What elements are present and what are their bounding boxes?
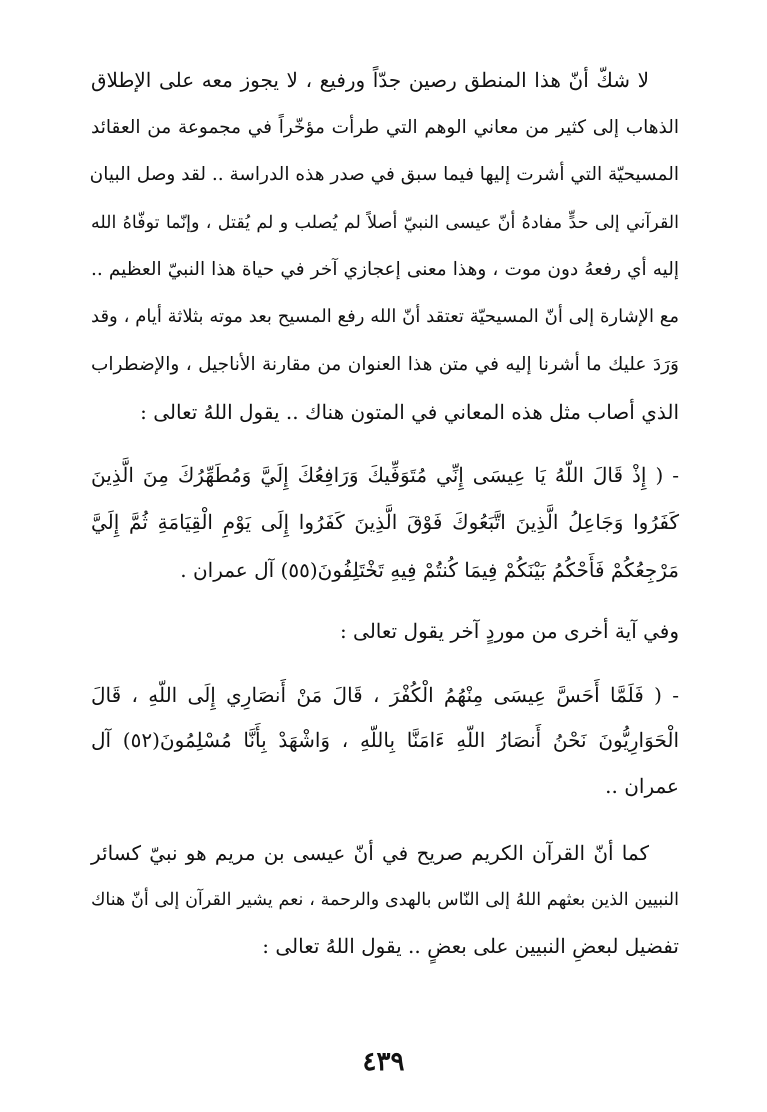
text-line: المسيحيّة التي أشرت إليها فيما سبق في صدر هذه الدراسة .. لقد وصل البيان — [89, 164, 679, 185]
text-line: الذي أصاب مثل هذه المعاني في المتون هناك .. يقول اللهُ تعالى : — [140, 400, 679, 424]
intro-line-2: وفي آية أخرى من موردٍ آخر يقول تعالى : — [339, 619, 679, 643]
text-line: مع الإشارة إلى أنّ المسيحيّة تعتقد أنّ الله رفع المسيح بعد موته بثلاثة أيام ، وقد — [91, 306, 679, 327]
text-line: تفضيل لبعضِ النبيين على بعضٍ .. يقول اللهُ تعالى : — [262, 934, 679, 958]
quote-line: كَفَرُوا وَجَاعِلُ الَّذِينَ اتَّبَعُوكَ فَوْقَ الَّذِينَ كَفَرُوا إِلَى يَوْمِ الْقِيَامَةِ ثُمَّ إِلَيَّ — [91, 510, 679, 534]
quote-line: - ( فَلَمَّا أَحَسَّ عِيسَى مِنْهُمُ الْكُفْرَ ، قَالَ مَنْ أَنصَارِي إِلَى اللّهِ ، قَالَ — [91, 683, 679, 707]
text-line: الذهاب إلى كثير من معاني الوهم التي طرأت مؤخّراً في مجموعة من العقائد — [91, 117, 679, 138]
text-line: القرآني إلى حدٍّ مفادهُ أنّ عيسى النبيّ أصلاً لم يُصلب و لم يُقتل ، وإنّما توفّاهُ الله — [91, 213, 679, 233]
text-line: وَرَدَ عليك ما أشرنا إليه في متن هذا العنوان من مقارنة الأناجيل ، والإضطراب — [91, 354, 679, 375]
quote-line: مَرْجِعُكُمْ فَأَحْكُمُ بَيْنَكُمْ فِيمَا كُنتُمْ فِيهِ تَخْتَلِفُونَ(٥٥) آل عمران . — [180, 558, 679, 582]
quote-line: - ( إِذْ قَالَ اللّهُ يَا عِيسَى إِنِّي مُتَوَفِّيكَ وَرَافِعُكَ إِلَيَّ وَمُطَهِّرُكَ مِنَ الَّذِينَ — [91, 463, 679, 487]
quote-line: عمران .. — [605, 774, 679, 798]
text-line: كما أنّ القرآن الكريم صريح في أنّ عيسى بن مريم هو نبيّ كسائر — [91, 841, 649, 865]
text-line: إليه أي رفعهُ دون موت ، وهذا معنى إعجازي آخر في حياة هذا النبيّ العظيم .. — [91, 259, 679, 280]
text-line: لا شكّ أنّ هذا المنطق رصين جدّاً ورفيع ، لا يجوز معه على الإطلاق — [91, 68, 649, 92]
text-line: النبيين الذين بعثهم اللهُ إلى النّاس بالهدى والرحمة ، نعم يشير القرآن إلى أنّ هناك — [91, 890, 679, 910]
page-number: ٤٣٩ — [362, 1047, 405, 1077]
quote-line: الْحَوَارِيُّونَ نَحْنُ أَنصَارُ اللّهِ ءَامَنَّا بِاللّهِ ، وَاشْهَدْ بِأَنَّا مُسْلِمُونَ(٥٢) آل — [91, 728, 680, 752]
